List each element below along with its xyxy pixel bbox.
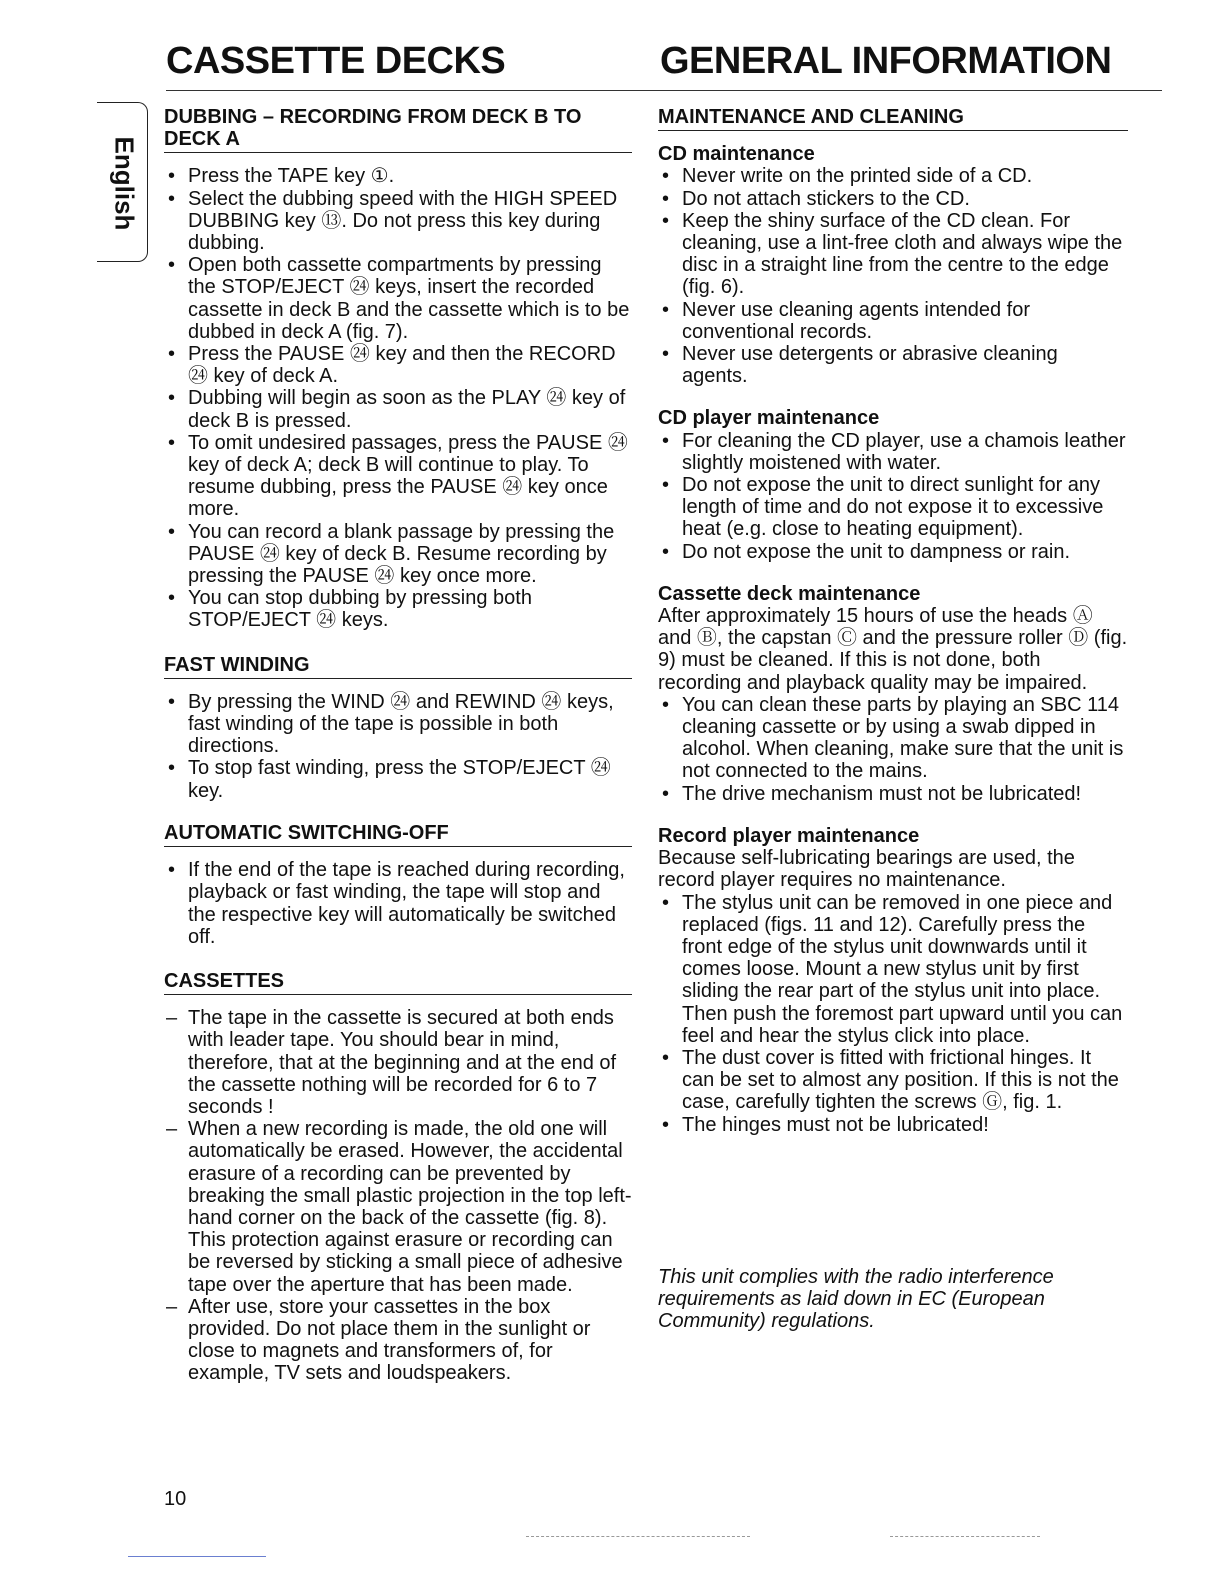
cd-player-heading: CD player maintenance: [658, 407, 880, 430]
list-item: – After use, store your cassettes in the box provided. Do not place them in the sunlight or close to magnets and transformers of, for example, TV sets and loudspeakers.: [164, 1296, 632, 1385]
list-item: – When a new recording is made, the old one will automatically be erased. However, the accidental erasure of a recording can be prevented by breaking the small plastic projection in the top left-hand corner on the back of the cassette (fig. 8). This protection against erasure or recording can be reversed by sticking a small piece of adhesive tape over the aperture that has been made.: [164, 1118, 632, 1296]
list-item: • Keep the shiny surface of the CD clean. For cleaning, use a lint-free cloth and always wipe the disc in a straight line from the centre to the edge (fig. 6).: [658, 210, 1128, 299]
fast-winding-list: [164, 691, 632, 802]
maintenance-heading: MAINTENANCE AND CLEANING: [658, 106, 1128, 131]
left-page-title: CASSETTE DECKS: [166, 40, 506, 82]
cassette-deck-heading: Cassette deck maintenance: [658, 582, 921, 605]
fast-winding-heading: FAST WINDING: [164, 654, 632, 679]
list-item: • You can record a blank passage by pressing the PAUSE ㉔ key of deck B. Resume recording by pressing the PAUSE ㉔ key once more.: [164, 521, 632, 588]
list-item: • To omit undesired passages, press the PAUSE ㉔ key of deck A; deck B will continue to play. To resume dubbing, press the PAUSE ㉔ key once more.: [164, 432, 632, 521]
scan-artifact: [890, 1536, 1040, 1538]
list-item: • Do not expose the unit to dampness or rain.: [658, 541, 1128, 563]
header-rule: [166, 90, 1162, 91]
list-item: • Press the PAUSE ㉔ key and then the RECORD ㉔ key of deck A.: [164, 343, 632, 387]
language-tab-label: English: [109, 136, 140, 230]
cassettes-heading: CASSETTES: [164, 970, 632, 995]
cassette-deck-intro: After approximately 15 hours of use the heads Ⓐ and Ⓑ, the capstan Ⓒ and the pressure roller Ⓓ (fig. 9) must be cleaned. If this is not done, both recording and playback quality may be impaired.: [658, 605, 1128, 694]
right-column: [658, 106, 1128, 1332]
list-item: – The tape in the cassette is secured at both ends with leader tape. You should bear in mind, therefore, that at the beginning and at the end of the cassette nothing will be recorded for 6 to 7 seconds !: [164, 1007, 632, 1118]
list-item: • If the end of the tape is reached during recording, playback or fast winding, the tape will stop and the respective key will automatically be switched off.: [164, 859, 632, 948]
auto-off-list: [164, 859, 632, 948]
list-item: • Do not expose the unit to direct sunlight for any length of time and do not expose it to excessive heat (e.g. close to heating equipment).: [658, 474, 1128, 541]
scan-edge-line: [128, 1556, 266, 1557]
list-item: • Select the dubbing speed with the HIGH SPEED DUBBING key ⑬. Do not press this key during dubbing.: [164, 188, 632, 255]
cd-player-list: [658, 430, 1128, 563]
list-item: • You can clean these parts by playing an SBC 114 cleaning cassette or by using a swab dipped in alcohol. When cleaning, make sure that the unit is not connected to the mains.: [658, 694, 1128, 783]
compliance-note: This unit complies with the radio interference requirements as laid down in EC (European Community) regulations.: [658, 1265, 1054, 1333]
list-item: • By pressing the WIND ㉔ and REWIND ㉔ keys, fast winding of the tape is possible in both directions.: [164, 691, 632, 758]
list-item: • To stop fast winding, press the STOP/EJECT ㉔ key.: [164, 757, 632, 801]
page-number: 10: [164, 1488, 187, 1510]
right-page-title: GENERAL INFORMATION: [660, 40, 1112, 82]
list-item: • Never write on the printed side of a CD.: [658, 165, 1128, 187]
list-item: • The dust cover is fitted with frictional hinges. It can be set to almost any position. If this is not the case, carefully tighten the screws Ⓖ, fig. 1.: [658, 1047, 1128, 1114]
list-item: • The drive mechanism must not be lubricated!: [658, 783, 1128, 805]
list-item: • The stylus unit can be removed in one piece and replaced (figs. 11 and 12). Carefully press the front edge of the stylus unit downwards until it comes loose. Mount a new stylus unit by first sliding the rear part of the stylus unit into place. Then push the foremost part upward until you can feel and hear the stylus click into place.: [658, 892, 1128, 1047]
list-item: • Never use detergents or abrasive cleaning agents.: [658, 343, 1128, 387]
cd-maintenance-heading: CD maintenance: [658, 143, 815, 166]
dubbing-heading: DUBBING – RECORDING FROM DECK B TO DECK A: [164, 106, 632, 153]
list-item: • Never use cleaning agents intended for conventional records.: [658, 299, 1128, 343]
list-item: • Press the TAPE key ①.: [164, 165, 632, 187]
list-item: • Do not attach stickers to the CD.: [658, 188, 1128, 210]
list-item: • Dubbing will begin as soon as the PLAY ㉔ key of deck B is pressed.: [164, 387, 632, 431]
left-column: [164, 106, 632, 1385]
dubbing-list: [164, 165, 632, 631]
record-player-heading: Record player maintenance: [658, 824, 920, 847]
language-tab-label-box: [106, 138, 142, 228]
cassette-deck-list: [658, 694, 1128, 805]
cd-maintenance-list: [658, 165, 1128, 387]
record-player-intro: Because self-lubricating bearings are used, the record player requires no maintenance.: [658, 847, 1075, 892]
auto-off-heading: AUTOMATIC SWITCHING-OFF: [164, 822, 632, 847]
cassettes-list: [164, 1007, 632, 1384]
record-player-list: [658, 892, 1128, 1136]
list-item: • You can stop dubbing by pressing both STOP/EJECT ㉔ keys.: [164, 587, 632, 631]
list-item: • The hinges must not be lubricated!: [658, 1114, 1128, 1136]
scan-artifact: [526, 1536, 750, 1538]
list-item: • For cleaning the CD player, use a chamois leather slightly moistened with water.: [658, 430, 1128, 474]
list-item: • Open both cassette compartments by pressing the STOP/EJECT ㉔ keys, insert the recorded cassette in deck B and the cassette which is to be dubbed in deck A (fig. 7).: [164, 254, 632, 343]
